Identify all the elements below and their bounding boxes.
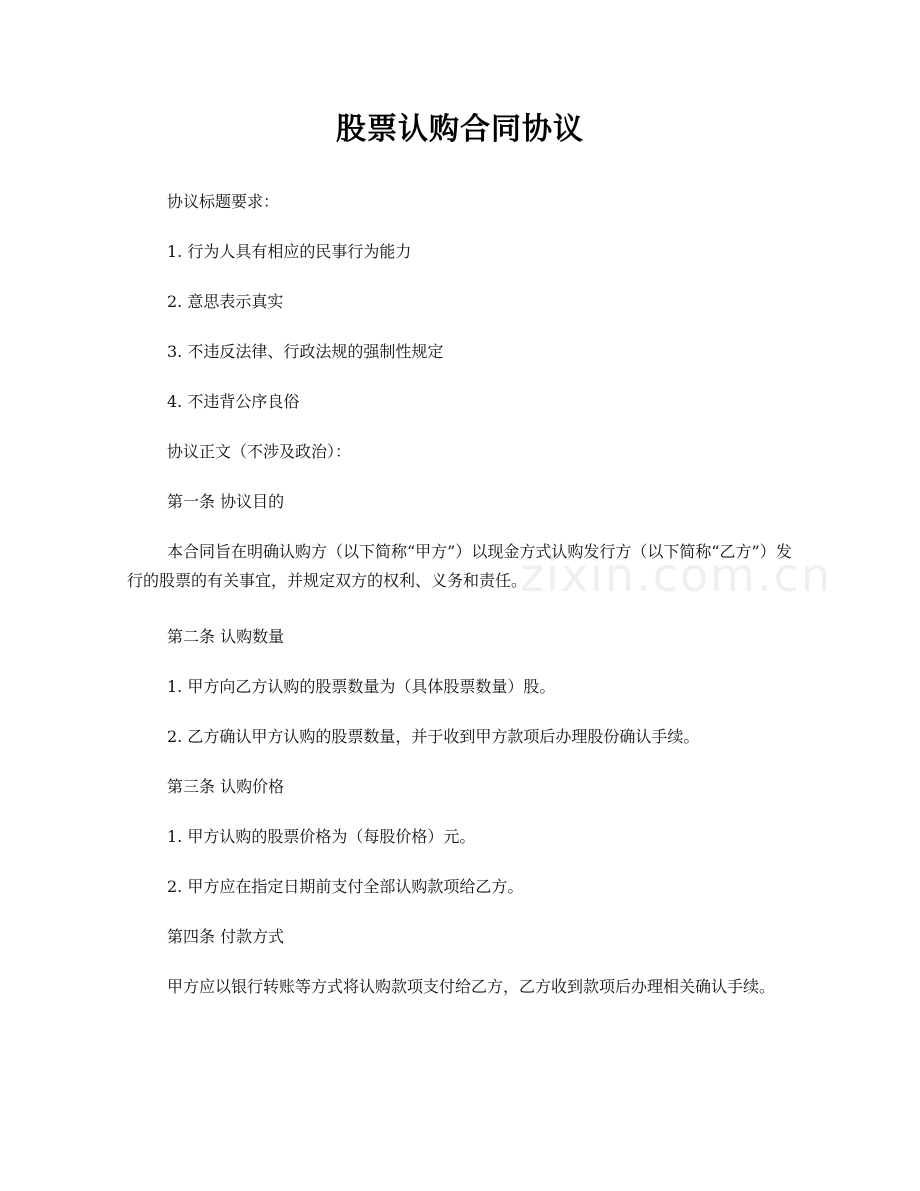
article-3-item-1: 1. 甲方认购的股票价格为（每股价格）元。 bbox=[167, 827, 476, 846]
article-3-heading: 第三条 认购价格 bbox=[167, 777, 285, 796]
article-4-body: 甲方应以银行转账等方式将认购款项支付给乙方，乙方收到款项后办理相关确认手续。 bbox=[167, 977, 776, 996]
paragraph-requirement-1: 1. 行为人具有相应的民事行为能力 bbox=[167, 242, 412, 261]
article-3-item-2: 2. 甲方应在指定日期前支付全部认购款项给乙方。 bbox=[167, 877, 524, 896]
paragraph-requirement-2: 2. 意思表示真实 bbox=[167, 292, 284, 311]
paragraph-body-heading: 协议正文（不涉及政治）： bbox=[167, 442, 352, 461]
article-2-item-1: 1. 甲方向乙方认购的股票数量为（具体股票数量）股。 bbox=[167, 677, 556, 696]
article-4-heading: 第四条 付款方式 bbox=[167, 927, 285, 946]
paragraph-requirement-3: 3. 不违反法律、行政法规的强制性规定 bbox=[167, 342, 444, 361]
document-title: 股票认购合同协议 bbox=[336, 112, 584, 147]
article-1-heading: 第一条 协议目的 bbox=[167, 492, 285, 511]
watermark: zixin.com.cn bbox=[520, 548, 833, 602]
paragraph-requirements-heading: 协议标题要求： bbox=[167, 192, 280, 211]
paragraph-requirement-4: 4. 不违背公序良俗 bbox=[167, 392, 300, 411]
article-1-body: 本合同旨在明确认购方（以下简称“甲方”）以现金方式认购发行方（以下简称“乙方”）发行的股票的有关事宜，并规定双方的权利、义务和责任。 bbox=[127, 542, 792, 590]
article-2-item-2: 2. 乙方确认甲方认购的股票数量，并于收到甲方款项后办理股份确认手续。 bbox=[167, 727, 700, 746]
article-2-heading: 第二条 认购数量 bbox=[167, 627, 285, 646]
